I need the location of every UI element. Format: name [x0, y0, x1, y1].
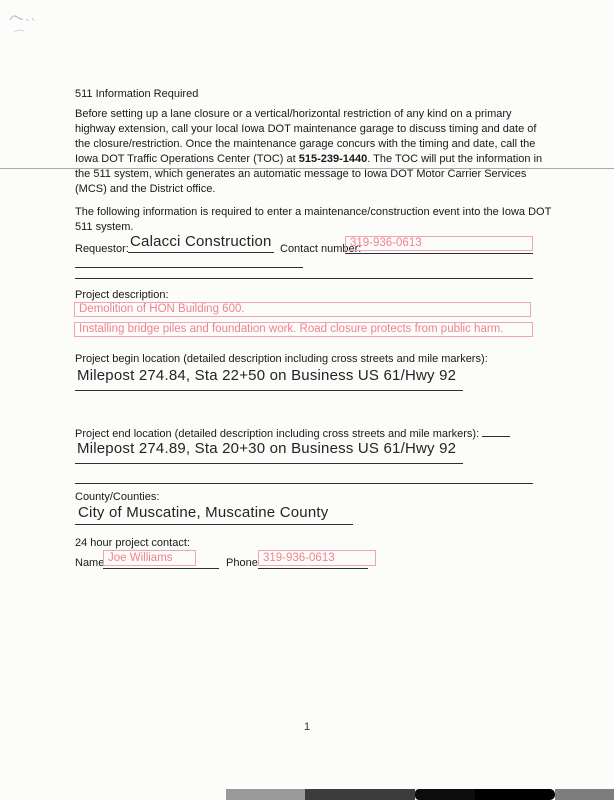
- contact-phone-underline: [258, 568, 368, 569]
- contact-number-field[interactable]: 319-936-0613: [345, 236, 533, 251]
- requestor-value: Calacci Construction: [128, 233, 274, 253]
- contact-name-field[interactable]: Joe Williams: [103, 550, 196, 566]
- end-location-label: Project end location (detailed description including cross streets and mile markers):: [75, 428, 480, 440]
- required-info-paragraph: The following information is required to enter a maintenance/construction event into the Iowa DOT 511 system.: [75, 206, 552, 233]
- scan-strip-segment: [555, 789, 614, 800]
- intro-text-before-phone: Before setting up a lane closure or a vertical/horizontal restriction of any kind on a primary highway extension, call your local Iowa DOT maintenance garage to discuss timing and date of the closure/restriction. Once the maintenance garage concurs with the timing and date, call the Iowa DOT Traffic Operations Center (TOC) at: [75, 108, 537, 165]
- project-description-label: Project description:: [75, 289, 169, 301]
- county-value: City of Muscatine, Muscatine County: [78, 504, 329, 521]
- scan-strip-segment: [415, 789, 475, 800]
- end-location-underline: [75, 463, 463, 464]
- intro-text-after-phone: . The TOC will put the information in the 511 system, which generates an automatic message to Iowa DOT Motor Carrier Services (MCS) and the District office.: [75, 153, 543, 195]
- contact-name-label: Name: [75, 557, 105, 569]
- county-underline: [75, 524, 353, 525]
- contact-24hr-label: 24 hour project contact:: [75, 537, 190, 549]
- end-location-blank: [482, 425, 510, 437]
- contact-phone-label: Phone: [226, 557, 258, 569]
- requestor-label: Requestor:: [75, 243, 129, 255]
- page-number: 1: [303, 721, 311, 733]
- separator-line-long: [75, 278, 533, 279]
- begin-location-label: Project begin location (detailed description including cross streets and mile markers):: [75, 353, 488, 365]
- intro-paragraph: [75, 107, 553, 197]
- project-description-field-2[interactable]: Installing bridge piles and foundation work. Road closure protects from public harm.: [74, 322, 533, 337]
- contact-number-underline: [345, 253, 533, 254]
- contact-phone-field[interactable]: 319-936-0613: [258, 550, 376, 566]
- scan-strip-segment: [475, 789, 555, 800]
- project-description-field-1[interactable]: Demolition of HON Building 600.: [74, 302, 531, 317]
- end-location-label-row: [75, 425, 575, 440]
- toc-phone-number: 515-239-1440: [298, 153, 368, 165]
- pencil-marks-artifact: [6, 10, 66, 38]
- contact-name-underline: [103, 568, 219, 569]
- doc-title: 511 Information Required: [75, 88, 199, 100]
- contact-number-label: Contact number:: [280, 243, 362, 255]
- scan-strip-segment: [305, 789, 415, 800]
- separator-line-short: [75, 267, 303, 268]
- county-label: County/Counties:: [75, 491, 160, 503]
- begin-location-value: Milepost 274.84, Sta 22+50 on Business US 61/Hwy 92: [77, 367, 457, 384]
- county-separator-line: [75, 483, 533, 484]
- begin-location-underline: [75, 390, 463, 391]
- scanner-edge-artifact: [226, 789, 614, 800]
- scan-strip-segment: [226, 789, 305, 800]
- end-location-value: Milepost 274.89, Sta 20+30 on Business US 61/Hwy 92: [77, 440, 457, 457]
